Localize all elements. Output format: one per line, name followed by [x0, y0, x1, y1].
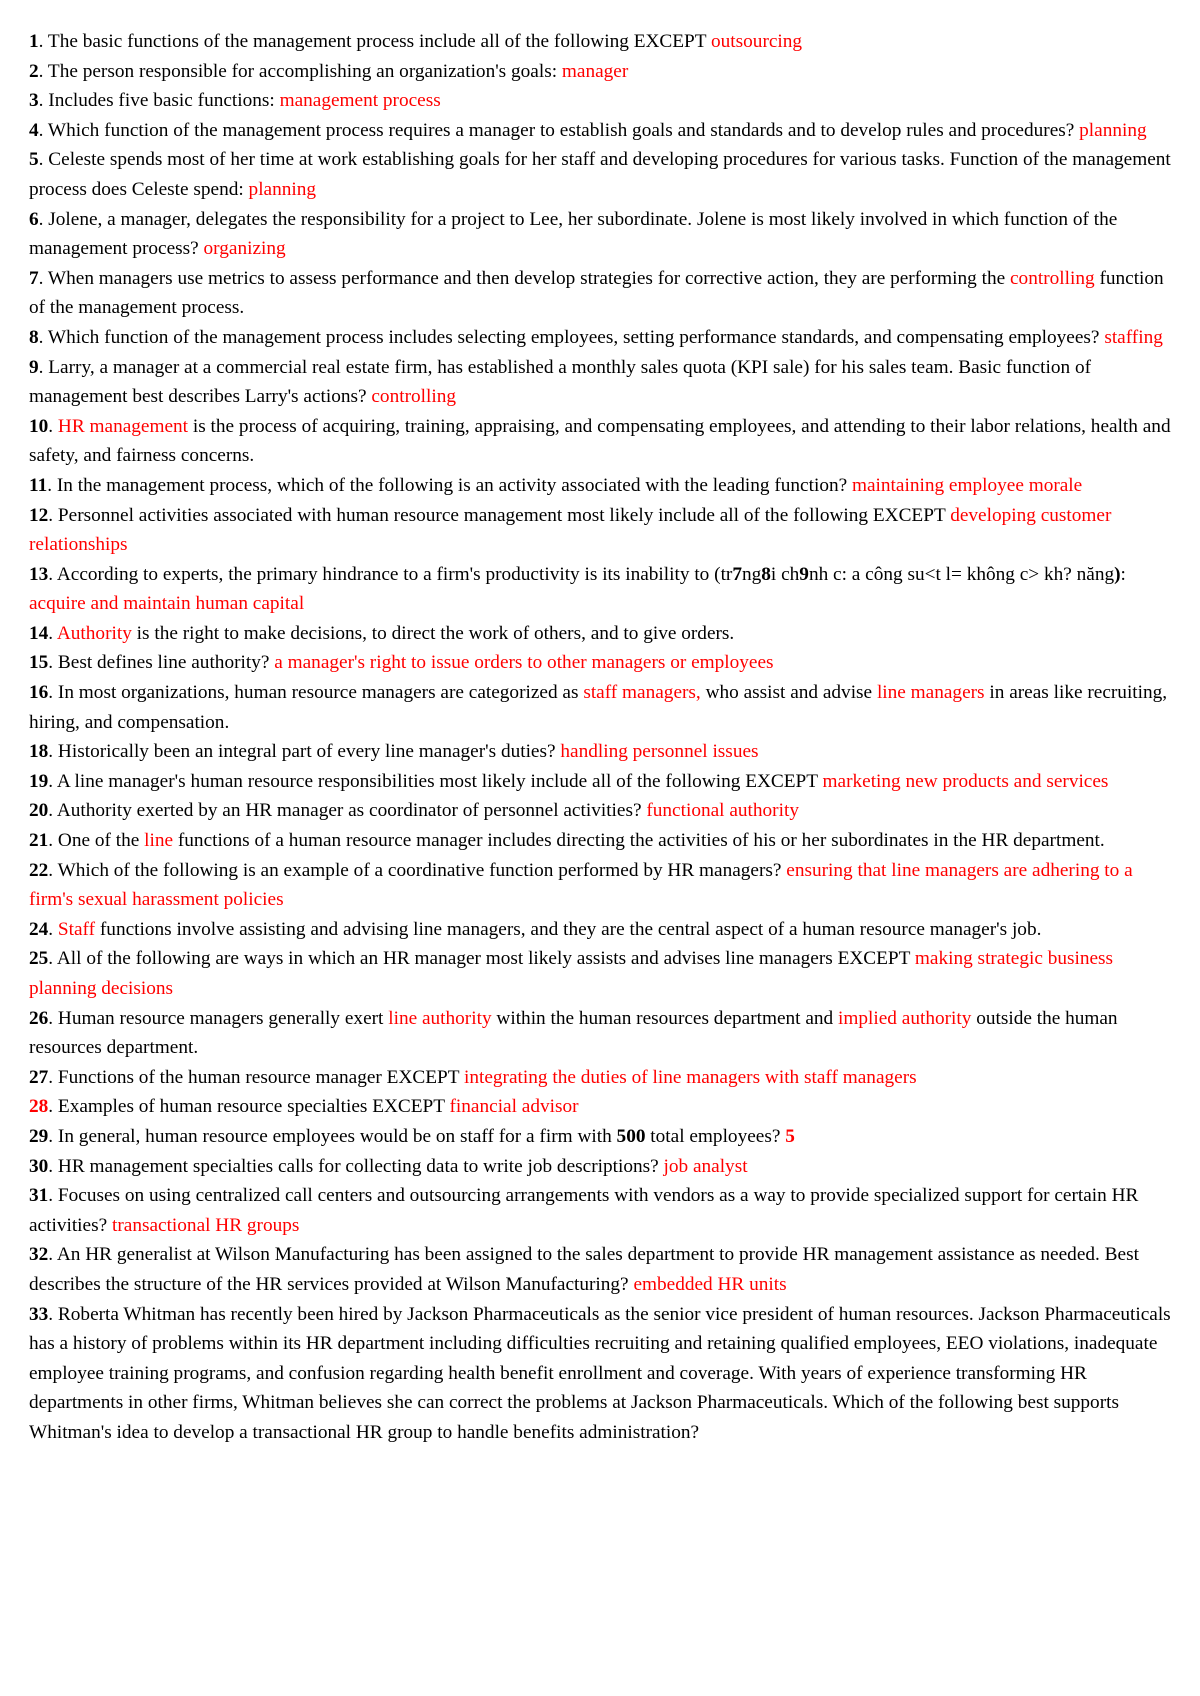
question-text: total employees?: [645, 1125, 786, 1147]
question-text: . Examples of human resource specialties EXCEPT: [48, 1096, 450, 1118]
question-text: in areas like recruiting, hiring, and compensation.: [29, 682, 1168, 733]
question-text: is the process of acquiring, training, appraising, and compensating employees, and attending to their labor relations, health and safety, and fairness concerns.: [29, 415, 1171, 467]
question-item: [29, 412, 1181, 471]
question-text: . A line manager's human resource responsibilities most likely include all of the following EXCEPT: [48, 770, 823, 792]
question-number: 1: [29, 31, 39, 52]
question-item: [29, 57, 1181, 87]
question-text: . HR management specialties calls for collecting data to write job descriptions?: [48, 1155, 664, 1177]
question-text: .: [48, 415, 58, 437]
question-text: . In the management process, which of the following is an activity associated with the leading function?: [47, 474, 852, 496]
question-item: [29, 1181, 1181, 1240]
question-number: 26: [29, 1007, 49, 1029]
answer-text: line: [144, 830, 174, 852]
question-text: . Human resource managers generally exert: [48, 1007, 389, 1029]
question-text: within the human resources department and: [491, 1007, 839, 1029]
question-text: . Which function of the management process includes selecting employees, setting performance standards, and compensating employees?: [38, 326, 1105, 348]
question-text: . Focuses on using centralized call centers and outsourcing arrangements with vendors as a way to provide specialized support for certain HR activities?: [29, 1185, 1139, 1236]
question-number: 8: [29, 326, 39, 348]
question-item: [29, 915, 1181, 945]
answer-text: marketing new products and services: [822, 770, 1109, 792]
question-text: functions of a human resource manager includes directing the activities of his or her subordinates in the HR department.: [173, 830, 1105, 852]
answer-text: handling personnel issues: [560, 741, 759, 763]
question-text: nh c: a công su<t l= không c> kh? năng: [808, 563, 1115, 585]
answer-text: controlling: [371, 386, 456, 408]
answer-text: Authority: [56, 622, 132, 644]
question-number: 27: [29, 1066, 49, 1088]
answer-text: staff managers,: [583, 682, 701, 704]
question-number: 16: [29, 682, 49, 704]
question-number: 2: [29, 60, 39, 82]
question-number: 33: [29, 1303, 49, 1325]
question-number: 9: [29, 356, 39, 378]
question-number: 28: [29, 1096, 49, 1118]
question-number: 13: [29, 563, 49, 585]
answer-text: line authority: [388, 1007, 492, 1029]
question-number: 12: [29, 504, 49, 526]
question-number: 24: [29, 918, 49, 940]
answer-text: embedded HR units: [633, 1273, 787, 1295]
question-text: ng: [741, 563, 762, 585]
question-item: [29, 353, 1181, 412]
question-text: ): [1114, 563, 1121, 585]
answer-text: planning: [1079, 119, 1147, 141]
question-item: [29, 826, 1181, 856]
question-text: . Which of the following is an example of a coordinative function performed by HR managers?: [48, 859, 787, 881]
question-item: [29, 1122, 1181, 1152]
question-item: [29, 1063, 1181, 1093]
answer-text: functional authority: [646, 800, 799, 822]
question-text: . One of the: [48, 830, 145, 852]
answer-text: manager: [561, 60, 629, 82]
question-number: 30: [29, 1155, 49, 1177]
answer-text: maintaining employee morale: [852, 474, 1083, 496]
question-text: outside the human resources department.: [29, 1007, 1118, 1059]
answer-text: implied authority: [838, 1007, 972, 1029]
question-item: [29, 737, 1181, 767]
question-number: 4: [29, 119, 39, 141]
question-item: [29, 264, 1181, 323]
question-text: 7: [732, 563, 742, 585]
question-item: [29, 471, 1181, 501]
question-text: 9: [799, 563, 809, 585]
question-number: 15: [29, 652, 49, 674]
question-item: [29, 856, 1181, 915]
answer-text: controlling: [1010, 267, 1095, 289]
question-number: 19: [29, 770, 49, 792]
question-item: [29, 145, 1181, 204]
question-text: . Authority exerted by an HR manager as coordinator of personnel activities?: [48, 800, 647, 822]
question-number: 14: [29, 622, 49, 644]
answer-text: 5: [785, 1125, 795, 1147]
question-text: . Roberta Whitman has recently been hired by Jackson Pharmaceuticals as the senior vice president of human resources. Jackson Pharmaceuticals has a history of problems within its HR department including difficulties recruiting and retaining qualified employees, EEO violations, inadequate employee training programs, and confusion regarding health benefit enrollment and coverage. With years of experience transforming HR departments in other firms, Whitman believes she can correct the problems at Jackson Pharmaceuticals. Which of the following best supports Whitman's idea to develop a transactional HR group to handle benefits administration?: [29, 1303, 1171, 1443]
question-text: 500: [616, 1125, 646, 1147]
question-number: 18: [29, 741, 49, 763]
answer-text: developing customer relationships: [29, 504, 1112, 556]
question-text: . Includes five basic functions:: [38, 90, 280, 112]
question-text: . An HR generalist at Wilson Manufacturing has been assigned to the sales department to provide HR management assistance as needed. Best describes the structure of the HR services provided at Wilson Manufacturing?: [29, 1244, 1139, 1295]
answer-text: ensuring that line managers are adhering to a firm's sexual harassment policies: [29, 859, 1133, 911]
question-text: .: [48, 918, 58, 940]
question-text: . According to experts, the primary hindrance to a firm's productivity is its inability to (tr: [48, 563, 733, 585]
answer-text: job analyst: [663, 1155, 748, 1177]
question-item: [29, 323, 1181, 353]
question-item: [29, 1092, 1181, 1122]
question-item: [29, 501, 1181, 560]
question-item: [29, 1004, 1181, 1063]
question-text: who assist and advise: [700, 682, 877, 704]
question-text: . Which function of the management process requires a manager to establish goals and standards and to develop rules and procedures?: [38, 119, 1080, 141]
answer-text: line managers: [876, 682, 985, 704]
question-text: 8: [761, 563, 771, 585]
answer-text: a manager's right to issue orders to other managers or employees: [274, 652, 774, 674]
question-item: [29, 205, 1181, 264]
question-text: functions involve assisting and advising line managers, and they are the central aspect of a human resource manager's job.: [95, 918, 1042, 940]
answer-text: financial advisor: [449, 1096, 579, 1118]
question-number: 25: [29, 948, 49, 970]
question-number: 22: [29, 859, 49, 881]
question-text: . All of the following are ways in which an HR manager most likely assists and advises line managers EXCEPT: [48, 948, 915, 970]
answer-text: integrating the duties of line managers with staff managers: [464, 1066, 917, 1088]
question-item: [29, 648, 1181, 678]
answer-text: management process: [279, 90, 441, 112]
question-text: :: [1120, 563, 1126, 585]
question-number: 32: [29, 1244, 49, 1266]
question-number: 10: [29, 415, 49, 437]
question-item: [29, 767, 1181, 797]
question-item: [29, 796, 1181, 826]
question-text: . The basic functions of the management process include all of the following EXCEPT: [38, 31, 712, 52]
question-number: 6: [29, 208, 39, 230]
question-item: [29, 116, 1181, 146]
question-text: . Functions of the human resource manager EXCEPT: [48, 1066, 464, 1088]
question-number: 21: [29, 830, 49, 852]
question-item: [29, 1152, 1181, 1182]
question-text: . Larry, a manager at a commercial real estate firm, has established a monthly sales quota (KPI sale) for his sales team. Basic function of management best describes Larry's actions?: [29, 356, 1092, 408]
question-list: [29, 27, 1181, 1448]
question-number: 29: [29, 1125, 49, 1147]
answer-text: organizing: [203, 238, 286, 260]
answer-text: planning: [248, 178, 317, 200]
question-text: . Historically been an integral part of every line manager's duties?: [48, 741, 561, 763]
question-text: . The person responsible for accomplishing an organization's goals:: [38, 60, 562, 82]
question-text: function of the management process.: [29, 267, 1164, 319]
question-number: 11: [29, 474, 48, 496]
answer-text: HR management: [57, 415, 189, 437]
question-item: [29, 678, 1181, 737]
answer-text: acquire and maintain human capital: [29, 593, 305, 615]
question-text: . When managers use metrics to assess performance and then develop strategies for corrective action, they are performing the: [38, 267, 1010, 289]
answer-text: outsourcing: [711, 31, 803, 52]
question-item: [29, 86, 1181, 116]
question-number: 20: [29, 800, 49, 822]
question-text: . In general, human resource employees would be on staff for a firm with: [48, 1125, 617, 1147]
question-text: i ch: [770, 563, 800, 585]
question-item: [29, 944, 1181, 1003]
question-text: . In most organizations, human resource managers are categorized as: [48, 682, 584, 704]
answer-text: transactional HR groups: [111, 1214, 300, 1236]
question-text: .: [48, 622, 57, 644]
question-item: [29, 619, 1181, 649]
answer-text: making strategic business planning decisions: [29, 948, 1114, 999]
question-number: 7: [29, 267, 39, 289]
question-text: . Personnel activities associated with human resource management most likely include all of the following EXCEPT: [48, 504, 951, 526]
question-item: [29, 1300, 1181, 1448]
question-item: [29, 27, 1181, 57]
question-number: 31: [29, 1185, 49, 1207]
question-number: 3: [29, 90, 39, 112]
question-text: . Best defines line authority?: [48, 652, 275, 674]
question-text: . Celeste spends most of her time at work establishing goals for her staff and developing procedures for various tasks. Function of the management process does Celeste spend:: [29, 149, 1171, 200]
question-text: is the right to make decisions, to direct the work of others, and to give orders.: [131, 622, 735, 644]
answer-text: staffing: [1104, 326, 1163, 348]
question-number: 5: [29, 149, 39, 171]
question-text: . Jolene, a manager, delegates the responsibility for a project to Lee, her subordinate. Jolene is most likely involved in which function of the management process?: [29, 208, 1118, 260]
question-item: [29, 1240, 1181, 1299]
question-item: [29, 560, 1181, 619]
answer-text: Staff: [57, 918, 96, 940]
